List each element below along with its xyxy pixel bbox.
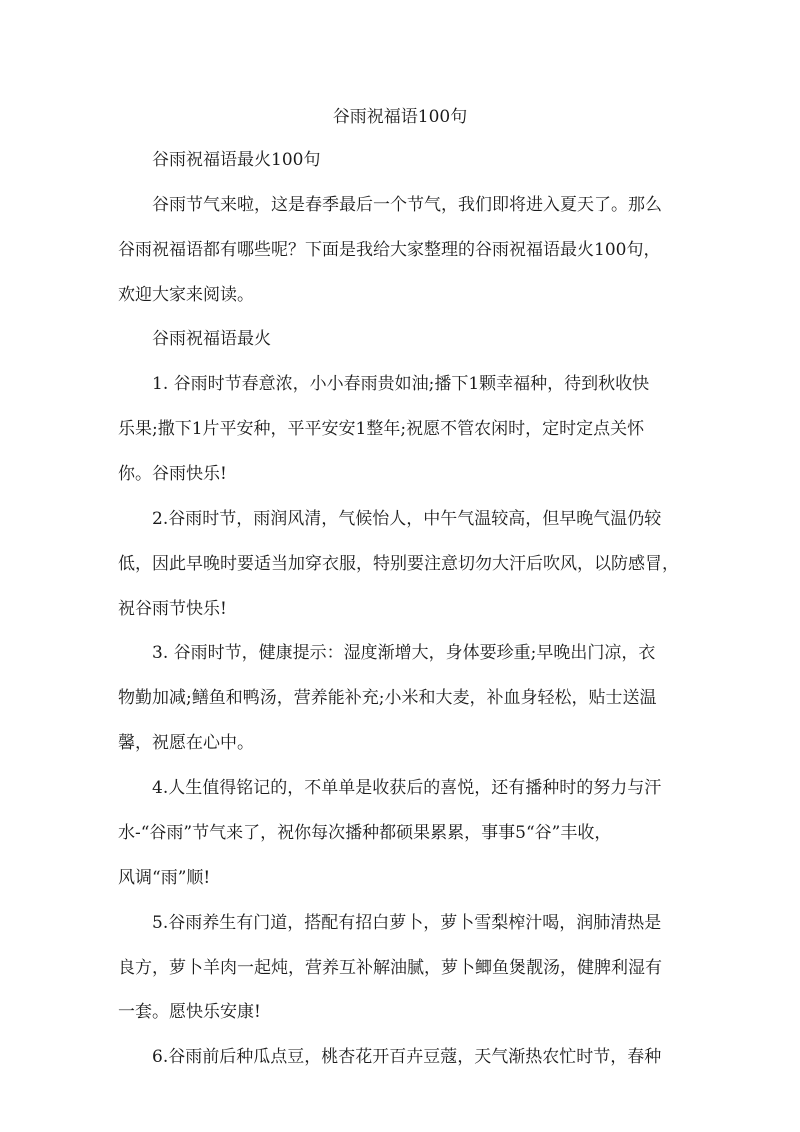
item-4-line: 风调“雨”顺! — [118, 868, 211, 888]
item-5-line: 5.谷雨养生有门道，搭配有招白萝卜，萝卜雪梨榨汁喝，润肺清热是 — [152, 913, 662, 933]
item-2-line: 祝谷雨节快乐! — [118, 599, 227, 619]
intro-line: 谷雨节气来啦，这是春季最后一个节气，我们即将进入夏天了。那么 — [152, 195, 662, 215]
item-4-line: 4.人生值得铭记的，不单单是收获后的喜悦，还有播种时的努力与汗 — [152, 778, 662, 798]
item-4-line: 水-“谷雨”节气来了，祝你每次播种都硕果累累，事事5“谷”丰收， — [118, 823, 612, 843]
intro-line: 谷雨祝福语都有哪些呢？下面是我给大家整理的谷雨祝福语最火100句， — [118, 240, 661, 260]
item-3-line: 3. 谷雨时节，健康提示：湿度渐增大，身体要珍重;早晚出门凉，衣 — [152, 643, 656, 663]
item-3-line: 物勤加减;鳝鱼和鸭汤，营养能补充;小米和大麦，补血身轻松，贴士送温 — [118, 688, 657, 708]
item-2-line: 2.谷雨时节，雨润风清，气候怡人，中午气温较高，但早晚气温仍较 — [152, 509, 662, 529]
item-1-line: 乐果;撒下1片平安种，平平安安1整年;祝愿不管农闲时，定时定点关怀 — [118, 419, 645, 439]
intro-line: 欢迎大家来阅读。 — [118, 285, 254, 305]
item-1-line: 你。谷雨快乐! — [118, 464, 227, 484]
item-3-line: 馨，祝愿在心中。 — [118, 733, 254, 753]
item-2-line: 低，因此早晚时要适当加穿衣服，特别要注意切勿大汗后吹风，以防感冒， — [118, 554, 679, 574]
item-5-line: 良方，萝卜羊肉一起炖，营养互补解油腻，萝卜鲫鱼煲靓汤，健脾利湿有 — [118, 958, 662, 978]
item-1-line: 1. 谷雨时节春意浓，小小春雨贵如油;播下1颗幸福种，待到秋收快 — [152, 374, 650, 394]
document-subtitle: 谷雨祝福语最火100句 — [152, 150, 321, 170]
document-title: 谷雨祝福语100句 — [332, 107, 468, 127]
item-5-line: 一套。愿快乐安康! — [118, 1002, 261, 1022]
item-6-line: 6.谷雨前后种瓜点豆，桃杏花开百卉豆蔻，天气渐热农忙时节，春种 — [152, 1047, 662, 1067]
section-heading: 谷雨祝福语最火 — [152, 329, 271, 349]
